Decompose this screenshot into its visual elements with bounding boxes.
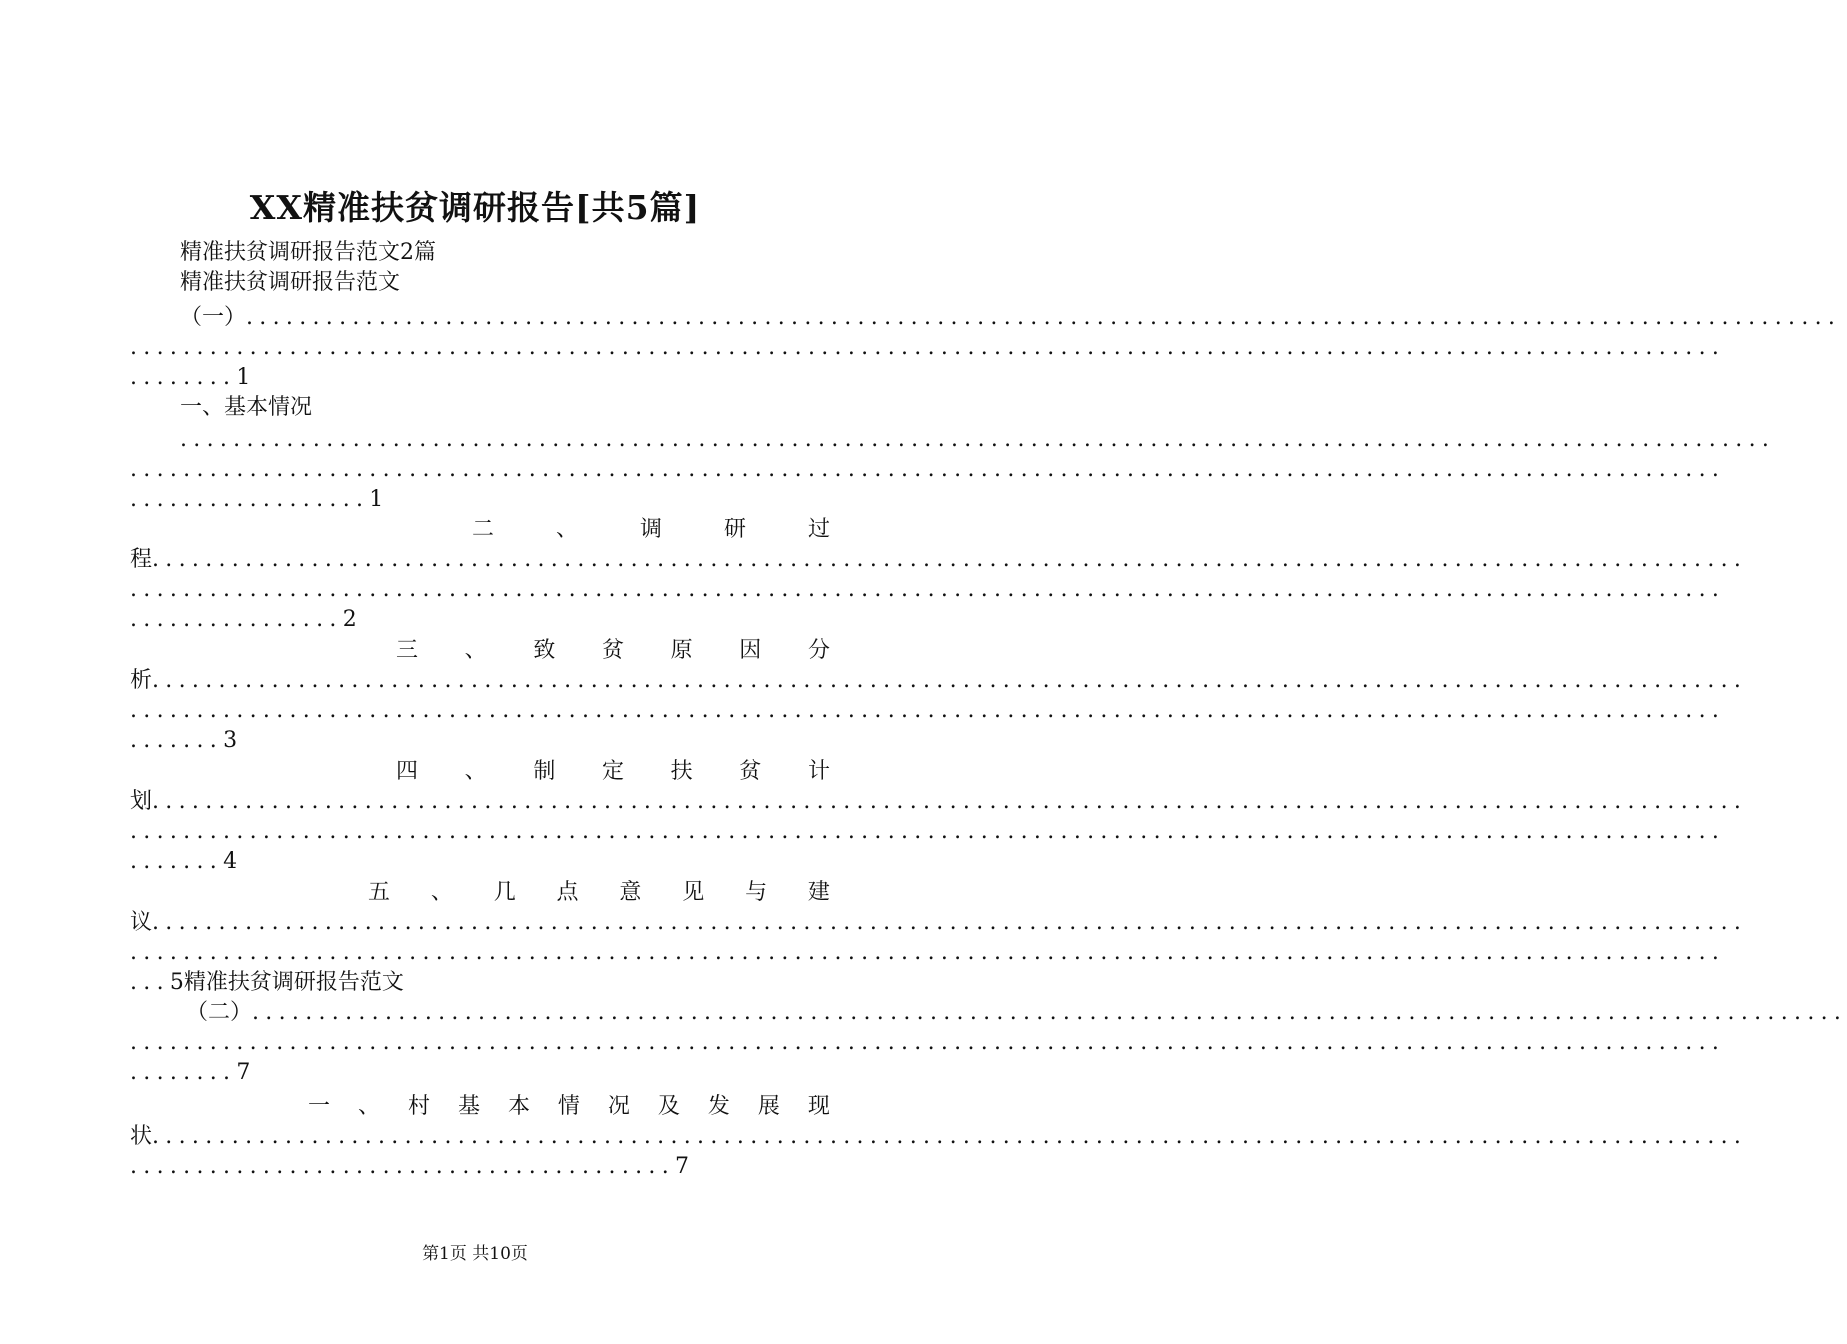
leader-dots: ........................................................................................................................ bbox=[152, 789, 1748, 814]
heading-char: 、 bbox=[464, 638, 487, 663]
heading-char: 制 bbox=[533, 759, 556, 784]
heading-char: 见 bbox=[682, 880, 705, 905]
toc-entry-2-line-2 bbox=[130, 1028, 1726, 1058]
heading-char: 情 bbox=[557, 1094, 580, 1119]
heading-char: 调 bbox=[639, 517, 662, 542]
heading-char: 、 bbox=[555, 517, 578, 542]
heading-char: 点 bbox=[556, 880, 579, 905]
toc-item-4-page: 4 bbox=[223, 849, 238, 874]
toc-item-5-line-3 bbox=[130, 968, 830, 998]
heading-char: 几 bbox=[493, 880, 516, 905]
leader-dots: ........ bbox=[130, 365, 237, 390]
heading-char: 三 bbox=[396, 638, 419, 663]
heading-char: 因 bbox=[739, 638, 762, 663]
heading-char: 一 bbox=[308, 1094, 331, 1119]
heading-char: 扶 bbox=[670, 759, 693, 784]
toc-item-6-line-2 bbox=[130, 1152, 830, 1182]
leader-dots: ... bbox=[130, 970, 170, 995]
heading-char: 意 bbox=[619, 880, 642, 905]
toc-item-2-tail: 程 bbox=[130, 547, 153, 572]
leader-dots: ........................................................................................................................ bbox=[130, 698, 1726, 723]
toc-section-2-heading: 精准扶贫调研报告范文 bbox=[183, 970, 404, 995]
heading-char: 与 bbox=[745, 880, 768, 905]
heading-char: 基 bbox=[457, 1094, 480, 1119]
subtitle-line-1: 精准扶贫调研报告范文2篇 bbox=[180, 240, 436, 265]
heading-char: 及 bbox=[657, 1094, 680, 1119]
document-title: XX精准扶贫调研报告[共5篇] bbox=[249, 188, 701, 227]
toc-entry-2-label: （二） bbox=[186, 1000, 253, 1025]
toc-item-2-page: 2 bbox=[342, 607, 357, 632]
leader-dots: ........................................................................................................................ bbox=[130, 1030, 1726, 1055]
toc-item-5-line-2 bbox=[130, 938, 1726, 968]
toc-item-2-line-2 bbox=[130, 575, 1726, 605]
toc-item-5-tail: 议 bbox=[130, 910, 153, 935]
toc-item-3-line-3 bbox=[130, 726, 830, 756]
heading-char: 四 bbox=[396, 759, 419, 784]
leader-dots: ....... bbox=[130, 728, 224, 753]
heading-char: 、 bbox=[357, 1094, 380, 1119]
heading-char: 况 bbox=[607, 1094, 630, 1119]
toc-entry-2-line-1 bbox=[186, 998, 1847, 1028]
heading-char: 、 bbox=[464, 759, 487, 784]
toc-item-2-title bbox=[472, 515, 830, 545]
leader-dots: ........................................................................................................................ bbox=[152, 668, 1748, 693]
heading-char: 二 bbox=[472, 517, 495, 542]
toc-item-4-line-2 bbox=[130, 817, 1726, 847]
toc-item-3-tail: 析 bbox=[130, 668, 153, 693]
toc-item-2-line-1 bbox=[130, 545, 1748, 575]
toc-item-3-line-2 bbox=[130, 696, 1726, 726]
heading-char: 致 bbox=[533, 638, 556, 663]
toc-item-6-line-1 bbox=[130, 1122, 1748, 1152]
leader-dots: ........................................................................................................................ bbox=[152, 547, 1748, 572]
heading-char: 贫 bbox=[601, 638, 624, 663]
toc-item-1-title: 一、基本情况 bbox=[180, 395, 313, 420]
toc-item-1-page: 1 bbox=[369, 487, 384, 512]
toc-item-6-tail: 状 bbox=[130, 1124, 153, 1149]
heading-char: 五 bbox=[368, 880, 391, 905]
toc-entry-1-line-2 bbox=[130, 333, 1726, 363]
heading-char: 计 bbox=[807, 759, 830, 784]
heading-char: 贫 bbox=[739, 759, 762, 784]
toc-item-4-tail: 划 bbox=[130, 789, 153, 814]
heading-char: 建 bbox=[807, 880, 830, 905]
toc-entry-1-page: 1 bbox=[236, 365, 251, 390]
toc-item-2-line-3 bbox=[130, 605, 830, 635]
page-footer: 第1页 共10页 bbox=[422, 1244, 528, 1264]
toc-item-4-line-1 bbox=[130, 787, 1748, 817]
toc-entry-1-label: （一） bbox=[180, 305, 247, 330]
leader-dots: ........................................................................................................................ bbox=[130, 457, 1726, 482]
toc-item-3-line-1 bbox=[130, 666, 1748, 696]
heading-char: 定 bbox=[601, 759, 624, 784]
leader-dots: ........................................................................................................................ bbox=[130, 577, 1726, 602]
heading-char: 现 bbox=[807, 1094, 830, 1119]
toc-item-4-title bbox=[396, 757, 830, 787]
heading-char: 过 bbox=[807, 517, 830, 542]
leader-dots: ........................................................................................................................ bbox=[252, 1000, 1847, 1025]
toc-item-1-line-2 bbox=[130, 455, 1726, 485]
heading-char: 发 bbox=[707, 1094, 730, 1119]
toc-entry-1-line-3 bbox=[130, 363, 830, 393]
toc-item-5-title bbox=[368, 878, 830, 908]
heading-char: 本 bbox=[507, 1094, 530, 1119]
toc-entry-2-page: 7 bbox=[236, 1060, 251, 1085]
toc-item-5-page: 5 bbox=[169, 970, 184, 995]
leader-dots: ........................................................................................................................ bbox=[152, 1124, 1748, 1149]
leader-dots: ........................................................................................................................ bbox=[130, 819, 1726, 844]
leader-dots: ....... bbox=[130, 849, 224, 874]
leader-dots: ........................................................................................................................ bbox=[152, 910, 1748, 935]
toc-item-4-line-3 bbox=[130, 847, 830, 877]
toc-entry-1-line-1 bbox=[180, 303, 1842, 333]
leader-dots: ......................................... bbox=[130, 1154, 676, 1179]
heading-char: 、 bbox=[430, 880, 453, 905]
toc-item-1-line-3 bbox=[130, 485, 830, 515]
subtitle-line-2: 精准扶贫调研报告范文 bbox=[180, 270, 401, 295]
leader-dots: ................ bbox=[130, 607, 343, 632]
leader-dots: ........................................................................................................................ bbox=[246, 305, 1842, 330]
heading-char: 原 bbox=[670, 638, 693, 663]
toc-item-5-line-1 bbox=[130, 908, 1748, 938]
toc-item-6-page: 7 bbox=[675, 1154, 690, 1179]
heading-char: 分 bbox=[807, 638, 830, 663]
toc-entry-2-line-3 bbox=[130, 1058, 830, 1088]
leader-dots: ........................................................................................................................ bbox=[130, 940, 1726, 965]
leader-dots: ........................................................................................................................ bbox=[180, 427, 1776, 452]
toc-item-3-title bbox=[396, 636, 830, 666]
toc-item-3-page: 3 bbox=[223, 728, 238, 753]
leader-dots: .................. bbox=[130, 487, 370, 512]
heading-char: 研 bbox=[723, 517, 746, 542]
leader-dots: ........................................................................................................................ bbox=[130, 335, 1726, 360]
heading-char: 村 bbox=[407, 1094, 430, 1119]
toc-item-6-title bbox=[308, 1092, 830, 1122]
heading-char: 展 bbox=[757, 1094, 780, 1119]
toc-item-1-line-1 bbox=[180, 425, 1776, 455]
leader-dots: ........ bbox=[130, 1060, 237, 1085]
